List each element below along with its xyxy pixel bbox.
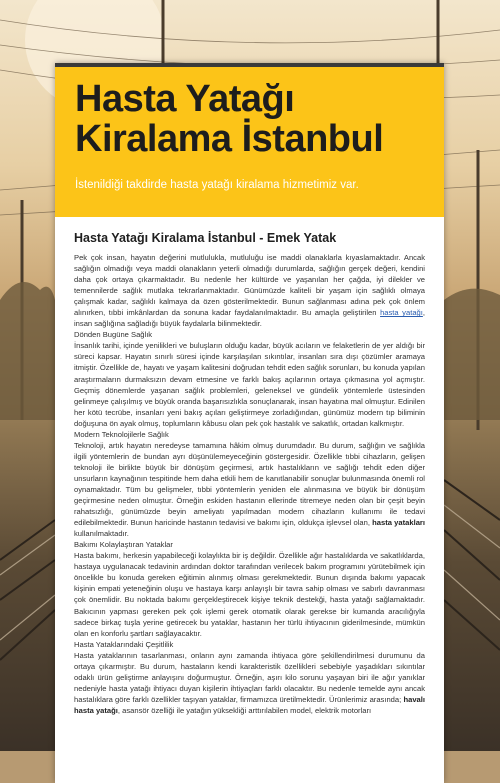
section-heading-cesitlilik: Hasta Yataklarındaki Çeşitlilik xyxy=(74,639,174,649)
paragraph-technology: Teknoloji, artık hayatın neredeyse tamamına hâkim olmuş durumdadır. Bu durum, sağlığın ve sağlıkla ilgili yöntemlerin de bundan ayrı düşünülemeyeceğinin göstergesidir. Özellikle tıbbi cihazların, gelişen teknoloji ile birlikte büyük bir dönüşüm geçirmesi, artık hastalıkların ve sağlığı tehdit eden diğer unsurların kaynağının tespitinde hem daha etkili hem de kanıtlanabilir sonuçlar bulunmasında önemli rol oynamaktadır. Tüm bu gelişmeler, tıbbi yöntemlerin yeniden ele alınmasına ve büyük bir dönüşüm geçirmesine neden olmuştur. Örneğin eskiden hastanın ellerinde titremeye neden olan bir çeşit beyin rahatsızlığı, günümüzde beyin ameliyatı yapılmadan modern cihazların kullanımı ile tedavi edilebilmektedir. Bunun haricinde hastanın tedavisi ve bakımı için, oldukça işlevsel olan, hasta yatakları kullanılmaktadır. xyxy=(74,440,425,539)
section-heading-modern-teknoloji: Modern Teknolojilerle Sağlık xyxy=(74,429,169,439)
section-heading-bakim: Bakımı Kolaylaştıran Yataklar xyxy=(74,540,173,550)
paragraph-variety: Hasta yataklarının tasarlanması, onların aynı zamanda ihtiyaca göre şekillendirilmesi durumunu da ortaya çıkarmıştır. Bu durum, hastaların kendi karakteristik özellikleri sebebiyle yaşadıkları sıkıntılar odaklı ürün geliştirme anlayışını doğurmuştur. Örneğin, aşırı kilo sorunu yaşayan biri ile ağır yanıklar nedeniyle hasta yatağı ihtiyacı duyan kişilerin ihtiyaçları farklı olacaktır. Bu nedenle temelde aynı ancak hastalıklara göre farklı özellikler taşıyan yataklar, firmamızca üretilmektedir. Ürünlerimiz arasında; havalı hasta yatağı, asansör özelliği ile yatağın yüksekliği arttırılabilen model, elektrik motorları xyxy=(74,650,425,715)
paragraph-intro: Pek çok insan, hayatın değerini mutlulukla, mutluluğu ise maddi olanaklarla kıyaslamaktadır. Ancak sağlığın olmadığı veya maddi olanakların yeterli olmadığı durumlarda, sağlığın gerçek değeri, kendini daha çok ortaya çıkarmaktadır. Bu nedenle her kültürde ve yaşanılan her çağda, iyi dilekler ve temennilerde sağlık mutlaka tekrarlanmaktadır. Günümüzde kaliteli bir yaşam için sağlıklı olmaya çalışmak kadar, sağlıklı kalmaya da özen gösterilmektedir. Bunun sağlanması adına pek çok önlem alınırken, tıbbi imkânlardan da sonuna kadar faydalanılmaktadır. Bu amaçla geliştirilen hasta yatağı, insan sağlığına sağladığı büyük faydalarla bilinmektedir. xyxy=(74,253,425,329)
post-header xyxy=(55,63,444,217)
blog-post-card xyxy=(55,63,444,783)
page-title: Hasta Yatağı Kiralama İstanbul xyxy=(75,78,384,160)
paragraph-history: İnsanlık tarihi, içinde yenilikleri ve buluşların olduğu kadar, büyük acıların ve felaketlerin de yer aldığı bir süreci kapsar. Hayatın sınırlı süresi içinde karşılaşılan sıkıntılar, insanları sıra dışı çözümler aramaya itmiştir. Özellikle de, hayatı ve yaşam kalitesini doğrudan tehdit eden sağlık sorunları, bu konuda yapılan araştırmaların durmaksızın devam etmesine ve farklı bakış açılarının ortaya çıkmasına yol açmıştır. Geçmiş dönemlerde yaşanan sağlık problemleri, geleneksel ve gündelik yöntemlerle üstesinden gelinmeye çalışılmış ve büyük oranda başarısızlıkla sonuçlanarak, insan hayatına mal olmuştur. Edinilen her kötü tecrübe, insanları yeni bakış açıları geliştirmeye zorladığından, günümüz modern tıp biliminin doğuşuna ön ayak olmuş, toplumların kâbusu olan pek çok hastalık ve sakatlık, ortadan kalkmıştır. xyxy=(74,341,425,428)
section-heading-donden-bugune: Dönden Bugüne Sağlık xyxy=(74,330,153,340)
page-subtitle: İstenildiği takdirde hasta yatağı kiralama hizmetimiz var. xyxy=(75,179,359,191)
article-heading: Hasta Yatağı Kiralama İstanbul - Emek Yatak xyxy=(74,231,337,245)
article-body xyxy=(55,217,444,716)
paragraph-care: Hasta bakımı, herkesin yapabileceği kolaylıkta bir iş değildir. Özellikle ağır hastalıklarda ve sakatlıklarda, hastaya uygulanacak tedavinin ardından doktor tarafından verilecek bakım programını yürütebilmek için öncelikle bu konuda gereken eğitimin alınmış olması gerekmektedir. Bunun dışında bakımı yapacak kişinin empati yeteneğinin oluşu ve hastaya karşı anlayışlı bir tavra sahip olması ve sabırlı davranması çok önemlidir. Bu noktada bakımı gerçekleştirecek kişiye teknik destekği, hasta yatağı sağlamaktadır. Bakıcının yapması gereken pek çok işlemi gerek otomatik olarak gerekse bir kumanda aracılığıyla sadece birkaç tuşla yerine getirecek bu yataklar, hastanın her türlü ihtiyacının giderilmesinde, mümkün olan en konforlu şartları sağlayacaktır. xyxy=(74,551,425,638)
hasta-yatagi-link[interactable]: hasta yatağı xyxy=(380,308,423,318)
